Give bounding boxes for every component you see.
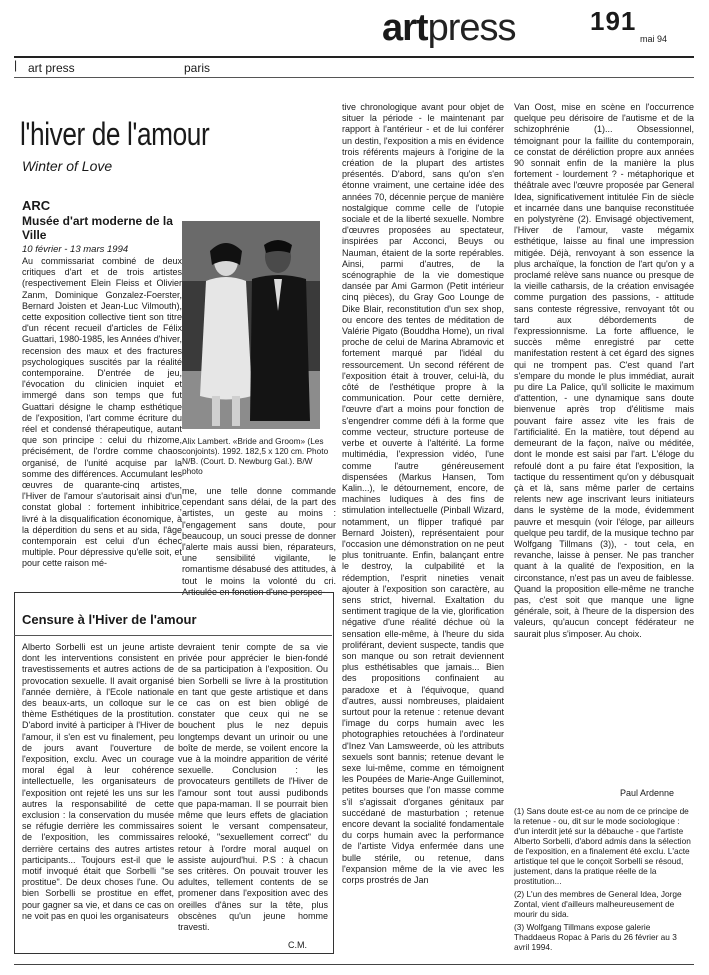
censure-text-col1: Alberto Sorbelli est un jeune artiste dont les interventions consistent en travestissements et autres actions de provocation sexuelle. Il avait organisé l'année dernière, à l'Ecole nationale des beaux-arts, un colloque sur le thème Esthétiques de la prostitution. D'abord invité à participer à l'Hiver de l'amour, il s'en est vu finalement, peu de jours avant l'ouverture de l'exposition, exclu. Avec un courage moral égal à leur cohérence intellectuelle, les organisateurs de l'exposition ont rejeté les uns sur les autres la responsabilité de cette exclusion : la conservation du musée se réfugie derrière les commissaires de l'exposition, les commissaires derrière certains des autres artistes participants... Toujours est-il que le motif invoqué était que Sorbelli "se prostitue". De deux choses l'une. Ou bien Sorbelli se prostitue en effet, pour gagner sa vie, et dans ce cas on ne voit pas en quoi les organisateurs bbox=[22, 642, 174, 921]
article-text-col1: Au commissariat combiné de deux critiques d'art et de trois artistes (respectivement Elein Fleiss et Olivier Zanm, Dominique Gonzalez-Foerster, Bernard Joisten et Jean-Luc Vilmouth), cette exposition collective tient son titre d'un récent recueil d'articles de Félix Guattari, 1980-1985, les Années d'hiver, recension des maux et des fractures psychologiques suscités par la réalité contemporaine. D'entrée de jeu, l'évocation du clinicien inquiet et immergé dans son temps que fut Guattari désigne le champ esthétique de l'exposition, l'art comme écriture du réel et condensé thérapeutique, autant que son principe : celui du rhizome, précisément, de l'ordre comme chaos organisé, de l'unité acquise par la somme des différences. Accumulant les œuvres de quarante-cinq artistes, l'Hiver de l'amour s'autorisait ainsi d'un constat global : fortement inhibitrice, livré à la disqualification économique, à la déperdition du sens et au sida, l'âge contemporain est celui d'un échec multiple. Pour dépressive qu'elle soit, et pour cette raison mé- bbox=[22, 256, 182, 569]
censure-text-col2: devraient tenir compte de sa vie privée pour apprécier le bien-fondé de sa participation à l'exposition. Ou bien Sorbelli se livre à la prostitution en tant que geste artistique et dans ce cas on est bien obligé de constater que ceux qui ne se bouchent plus le nez depuis longtemps devant un urinoir ou une boîte de merde, se voilent encore la vue à la moindre apparition de vérité sexuelle. Conclusion : les provocateurs gentillets de l'Hiver de l'amour sont tout aussi pudibonds que papa-maman. Il se pourrait bien même que leurs effets de glaciation soient le versant compensateur, relooké, "sexuellement correct" du retour à l'ordre moral auquel on assiste aujourd'hui. P.S : à chacun ses critères. On pouvait trouver les adultes, tellement contents de se promener dans l'exposition avec des oreilles d'ânes sur la tête, plus obscènes qu'un jeune homme travesti. bbox=[178, 642, 328, 933]
article-text-col3: tive chronologique avant pour objet de situer la période - le maintenant par rapport à l'antérieur - et de lui conférer un destin, l'exposition a mis en évidence trois référents majeurs à l'origine de la création de la plupart des artistes présentés. D'abord, sans qu'on s'en étonne vraiment, une certaine idée des années 70, décennie perçue de manière nostalgique comme celle de l'utopie sociale et de la liberté sexuelle. Nombre d'œuvres proposées au spectateur, inspirées par Acconci, Beuys ou Nauman, étaient de la sorte repérables. Ainsi, parmi d'autres, de la scénographie de la vie domestique dansée par Ami Garmon (Petit intérieur cinq pièces), du Gray Goo Lounge de Dike Blair, reconstitution d'un sex shop, ou encore des tentes de méditation de Valérie Pigato (Bouddha Home), un rival proche de celui de Marina Abramovic et fortement marqué par l'idéal du ressourcement. Un second référent de l'exposition était à trouver, celui-là, du côté de l'esthétique propre à la communication. Pour cette dernière, l'œuvre d'art a moins pour fonction de s'engendrer comme défi à la forme que comme vecteur, structure porteuse de verbe et ouverte à l'altérité. La forme multimédia, l'expression vidéo, l'une comme l'autre généreusement dispensées (Markus Hansen, Tom Kalin...), le détournement, encore, de machines ludiques à des fins de stimulation intellectuelle (Pinball Wizard, notamment, un flipper trafiqué par Bernard Joisten), représentaient pour l'occasion une démonstration on ne peut plus tonitruante. Enfin, balançant entre le destroy, la culpabilité et la rédemption, l'esprit nineties venait ajouter à l'exposition son caractère, au sens strict, hivernal. Exaltation du sentiment tragique de la vie, glorification négative d'une réalité déchue où la sensation elle-même, à l'heure du sida proliférant, devient suspecte, tandis que son manque ou son retrait deviennent plus esthétisables que jamais... Bien des propositions confinaient au paradoxe et à l'équivoque, quand d'autres, aussi nombreuses, plaidaient surtout pour la retenue : retenue devant l'image du corps humain avec les photographies retouchées à l'ordinateur d'Inez Van Lamsweerde, où les attributs sexuels sont bannis; retenue devant le sexe lui-même, comme en témoignent les Poupées de Marie-Ange Guilleminot, petites bourses que l'on masse comme s'il s'agissait d'organes génitaux par succédané de masturbation ; retenue encore devant la socialité fondamentale du corps humain avec la performance de l'artiste Vidya enfermée dans une bulle stérile, ou retenue, dans l'expansion même de la vie avec les corps prostrés de Jan bbox=[342, 102, 504, 886]
section-tick: | bbox=[14, 58, 18, 72]
exhibition-org: ARC bbox=[22, 198, 51, 213]
article-column-1 bbox=[22, 256, 182, 586]
article-text-col2: me, une telle donne commande cependant sans délai, de la part des artistes, un geste au moins : l'engagement sans doute, pour beaucoup, un souci presse de donner l'alerte mais aussi bien, réparateurs, une sensibilité vigilante, le romantisme désabusé des attitudes, à tout le moins la volonté du cri. Articulée en fonction d'une perspec- bbox=[182, 486, 336, 597]
censure-column-1 bbox=[22, 642, 174, 954]
censure-title: Censure à l'Hiver de l'amour bbox=[22, 612, 197, 627]
section-name: art press bbox=[28, 61, 75, 75]
logo-press: press bbox=[427, 7, 516, 49]
logo-art: art bbox=[382, 7, 428, 49]
exhibition-venue: Musée d'art moderne de la Ville bbox=[22, 214, 173, 242]
article-subtitle: Winter of Love bbox=[22, 158, 113, 174]
article-column-2 bbox=[182, 486, 336, 597]
censure-rule bbox=[14, 635, 332, 636]
section-city: paris bbox=[184, 61, 211, 75]
masthead-logo bbox=[382, 8, 516, 48]
censure-initials: C.M. bbox=[288, 940, 307, 950]
article-column-3 bbox=[342, 102, 504, 950]
article-author: Paul Ardenne bbox=[620, 788, 675, 798]
issue-number: 191 bbox=[590, 6, 637, 36]
exhibition-dates: 10 février - 13 mars 1994 bbox=[22, 244, 129, 255]
censure-column-2 bbox=[178, 642, 328, 938]
article-text-col4: Van Oost, mise en scène en l'occurrence quelque peu dérisoire de l'autisme et de la schizophrénie (1)... Obsessionnel, témoignant pour la faillite du contemporain, ce constat de déréliction propre aux années 90 sonnait enfin de la manière la plus fortement - lourdement ? - métaphorique et théâtrale avec l'œuvre proposée par General Idea, significativement intitulée Fin de siècle et incarnée dans une banquise reconstituée en polystyrène (2). Envisagé objectivement, l'Hiver de l'amour, vaste mégamix esthétique, laisse au final une impression mitigée. Déjà, renvoyant à son essence la plus archaïque, la fonction de l'art qu'on y a proclamé relève sans nuance ou presque de la vieille catharsis, de la création envisagée comme purgation des passions, - attitude sans conteste régressive, renvoyant tôt ou tard aux débordements de l'expressionnisme. La forte affluence, le succès même enregistré par cette manifestation restent à cet égard des signes qui ne trompent pas. C'est quand l'art s'empare du monde le plus immédiat, aurait pu dire La Palice, qu'il sollicite le maximum d'attention, - une dynamique sans doute bienvenue après trop d'élitisme mais pouvant faire assez vite les frais de l'artificialité. En la matière, tout dépend au demeurant de la façon, naïve ou méditée, dont le monde est saisi par l'art. L'éloge du refoulé dont a pu faire état l'exposition, la tactique du ressentiment qu'on y débusquait çà et là, sans même parler de certains relents new age inscrivant leurs initiateurs dans le système de la mode, évidemment pauvre et mesquin (voir l'éloge, par ailleurs quelque peu tardif, de la musique techno par Wolfgang Tillmans (3)), - tout cela, en revanche, laisse à penser. Ne pas trancher quant à la qualité de l'exposition, en la circonstance, n'est pas un aveu de faiblesse. Quand la proposition elle-même ne tranche pas, c'est soit que manque une ligne générale, soit, à l'heure de la dispersion des valeurs, qu'aucun concept fédérateur ne saurait plus s'imposer. Au choix. bbox=[514, 102, 694, 639]
footnotes bbox=[514, 806, 694, 966]
footnote: (3) Wolfgang Tillmans expose galerie Thaddaeus Ropac à Paris du 26 février au 3 avril 1994. bbox=[514, 922, 677, 952]
footnote: (2) L'un des membres de General Idea, Jorge Zontal, vient d'ailleurs malheureusement de mourir du sida. bbox=[514, 889, 682, 919]
top-rule bbox=[14, 56, 694, 58]
article-title: l'hiver de l'amour bbox=[20, 116, 210, 152]
footnote: (1) Sans doute est-ce au nom de ce principe de la retenue - ou, dit sur le mode sociologique : d'un interdit jeté sur la débauche - que l'artiste Alberto Sorbelli, d'abord admis dans la sélection de l'exposition, en a finalement été exclu. L'acte artistique tel que le conçoit Sorbelli se résoud, justement, dans la pratique réelle de la prostitution... bbox=[514, 806, 691, 886]
section-rule bbox=[14, 77, 694, 78]
photo-illustration bbox=[182, 221, 320, 429]
article-column-4 bbox=[514, 102, 694, 722]
photo-caption: Alix Lambert. «Bride and Groom» (Les conjoints). 1992. 182,5 x 120 cm. Photo N/B. (Court. D. Newburg Gal.). B/W photo bbox=[182, 436, 329, 476]
bottom-rule bbox=[14, 964, 694, 965]
issue-date: mai 94 bbox=[640, 34, 668, 44]
bride-groom-photo bbox=[182, 221, 320, 429]
